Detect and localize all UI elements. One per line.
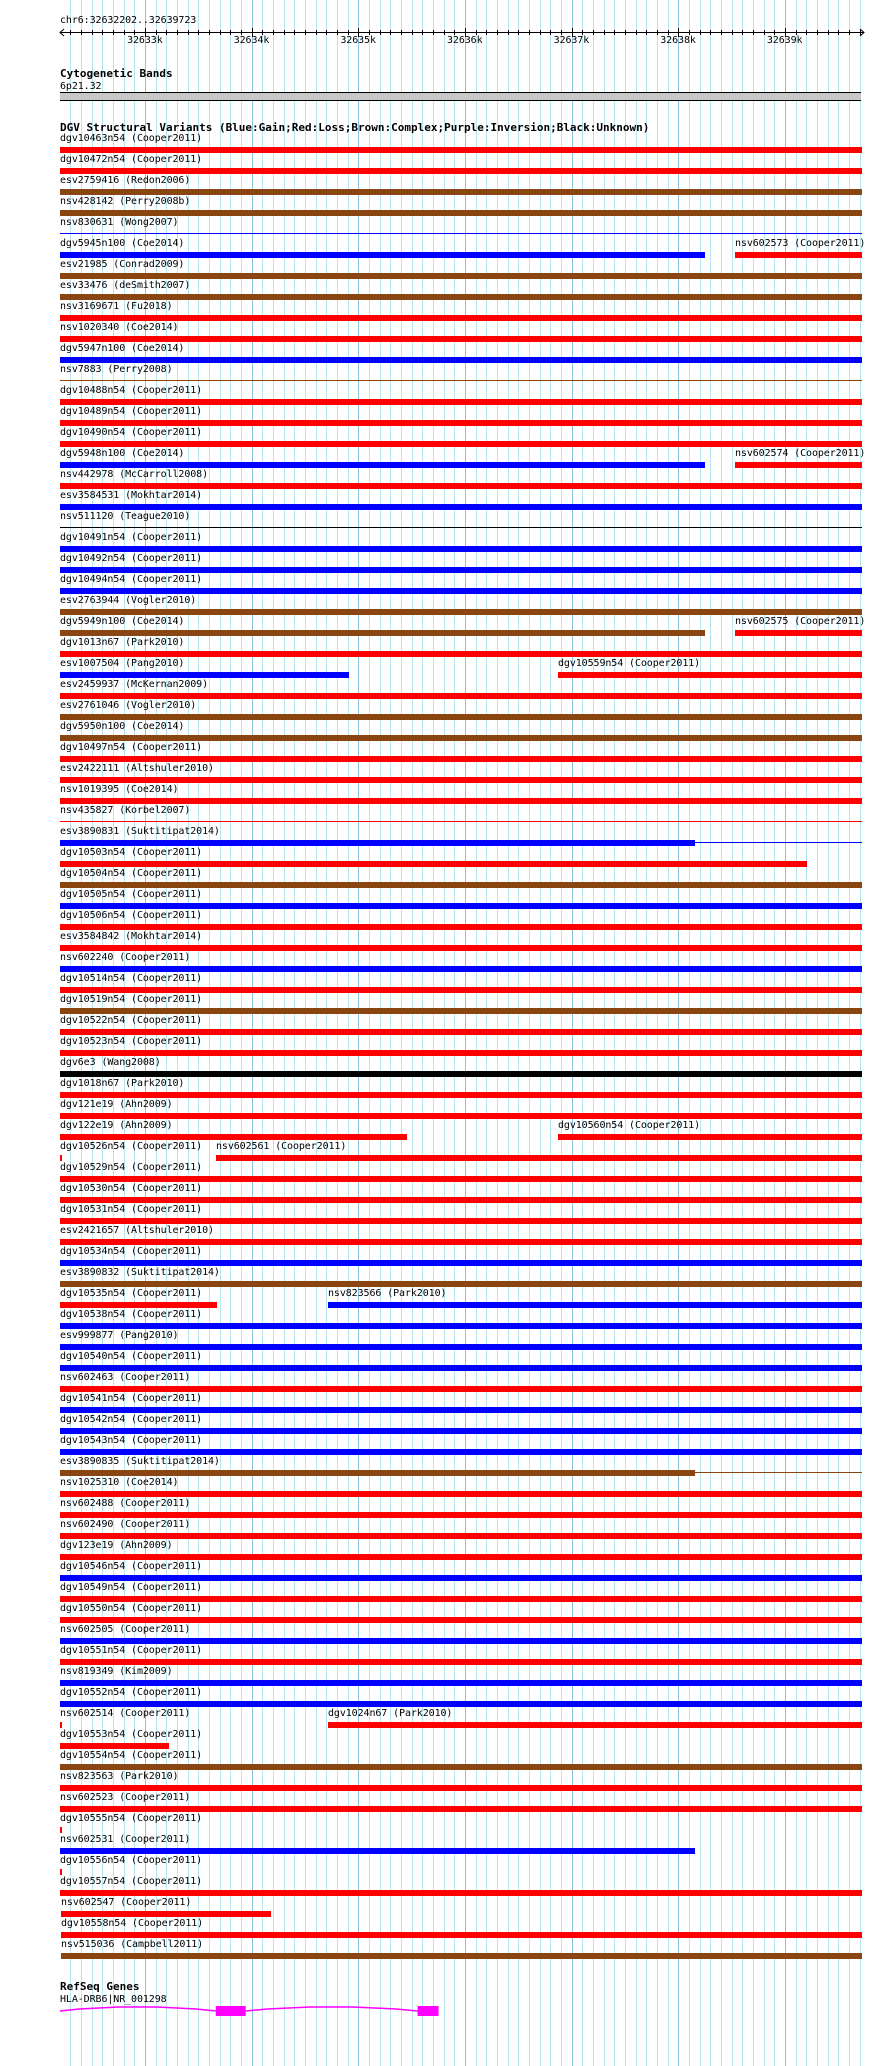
variant-feature-loss[interactable] [60,1617,862,1623]
ruler-tick-label: 32637k [553,35,590,46]
variant-feature-gain[interactable] [328,1302,862,1308]
variant-feature-gain[interactable] [60,546,862,552]
variant-feature-unknown[interactable] [60,527,862,528]
variant-feature-loss[interactable] [60,1218,862,1224]
variant-feature-gain[interactable] [60,1575,862,1581]
variant-label: nsv830631 (Wong2007) [60,217,179,228]
variant-label: nsv1020340 (Coe2014) [60,322,179,333]
variant-label: dgv10543n54 (Cooper2011) [60,1435,203,1446]
variant-label: dgv6e3 (Wang2008) [60,1057,161,1068]
variant-feature-gain[interactable] [60,252,705,258]
variant-label: dgv10492n54 (Cooper2011) [60,553,203,564]
variant-feature-gain[interactable] [60,1365,862,1371]
variant-feature-loss[interactable] [60,1890,862,1896]
variant-feature-gain[interactable] [60,462,705,468]
cytoband-bar[interactable] [60,92,861,101]
variant-label: nsv602523 (Cooper2011) [60,1792,191,1803]
variant-label: dgv10546n54 (Cooper2011) [60,1561,203,1572]
variant-feature-gain[interactable] [60,903,862,909]
variant-feature-loss[interactable] [60,693,862,699]
variant-feature-loss[interactable] [60,168,862,174]
variant-feature-loss[interactable] [60,777,862,783]
region-location: chr6:32632202..32639723 [60,15,197,26]
variant-label: dgv122e19 (Ahn2009) [60,1120,173,1131]
variant-label: dgv1024n67 (Park2010) [328,1708,453,1719]
variant-feature-gain[interactable] [60,357,862,363]
variant-label: dgv10534n54 (Cooper2011) [60,1246,203,1257]
variant-label: dgv10472n54 (Cooper2011) [60,154,203,165]
variant-feature-loss[interactable] [60,1743,169,1749]
variant-feature-loss[interactable] [60,1533,862,1539]
variant-feature-loss[interactable] [60,315,862,321]
variant-feature-loss[interactable] [60,1785,862,1791]
variant-label: nsv442978 (McCarroll2008) [60,469,209,480]
variant-feature-gain[interactable] [60,1407,862,1413]
variant-feature-loss[interactable] [61,1911,271,1917]
variant-feature-complex[interactable] [60,189,862,195]
variant-label: nsv511120 (Teague2010) [60,511,191,522]
variant-feature-loss[interactable] [60,1827,62,1833]
variant-feature-loss[interactable] [60,1302,217,1308]
variant-feature-complex[interactable] [60,1470,695,1476]
variant-label: nsv819349 (Kim2009) [60,1666,173,1677]
variant-feature-loss[interactable] [60,821,862,822]
variant-label: dgv10519n54 (Cooper2011) [60,994,203,1005]
variant-feature-loss[interactable] [60,1491,862,1497]
variant-label: dgv10549n54 (Cooper2011) [60,1582,203,1593]
variant-feature-gain[interactable] [60,966,862,972]
variant-feature-loss[interactable] [60,1176,862,1182]
variant-label: dgv5948n100 (Coe2014) [60,448,185,459]
variant-feature-complex[interactable] [60,735,862,741]
variant-label: nsv602505 (Cooper2011) [60,1624,191,1635]
variant-feature-loss[interactable] [558,1134,862,1140]
variant-label: dgv1018n67 (Park2010) [60,1078,185,1089]
variant-label: nsv7883 (Perry2008) [60,364,173,375]
variant-feature-gain[interactable] [60,1260,862,1266]
variant-label: nsv435827 (Korbel2007) [60,805,191,816]
variant-label: esv2761046 (Vogler2010) [60,700,197,711]
variant-label: dgv10542n54 (Cooper2011) [60,1414,203,1425]
variant-feature-loss[interactable] [60,651,862,657]
variant-feature-loss[interactable] [60,1512,862,1518]
variant-label: nsv602514 (Cooper2011) [60,1708,191,1719]
variant-label: dgv10463n54 (Cooper2011) [60,133,203,144]
variant-feature-complex[interactable] [60,1008,862,1014]
variant-feature-complex[interactable] [60,210,862,216]
dgv-track-title: DGV Structural Variants (Blue:Gain;Red:Loss;Brown:Complex;Purple:Inversion;Black:Unknown) [60,121,650,134]
variant-label: esv2763944 (Vogler2010) [60,595,197,606]
variant-feature-loss[interactable] [60,1386,862,1392]
variant-label: dgv10522n54 (Cooper2011) [60,1015,203,1026]
variant-feature-loss[interactable] [60,1239,862,1245]
variant-label: dgv10526n54 (Cooper2011) [60,1141,203,1152]
refseq-track-title: RefSeq Genes [60,1980,140,1993]
variant-label: esv2459937 (McKernan2009) [60,679,209,690]
variant-feature-complex[interactable] [60,882,862,888]
variant-feature-loss[interactable] [60,420,862,426]
ruler-tick-label: 32636k [446,35,483,46]
variant-label: dgv10490n54 (Cooper2011) [60,427,203,438]
variant-label: dgv10555n54 (Cooper2011) [60,1813,203,1824]
variant-label: esv3890832 (Suktitipat2014) [60,1267,220,1278]
variant-feature-complex[interactable] [60,1764,862,1770]
variant-feature-gain[interactable] [60,567,862,573]
variant-feature-gain[interactable] [60,1449,862,1455]
variant-label: nsv823566 (Park2010) [328,1288,447,1299]
variant-label: dgv121e19 (Ahn2009) [60,1099,173,1110]
variant-feature-loss[interactable] [60,1722,62,1728]
variant-feature-gain[interactable] [60,1323,862,1329]
variant-label: esv21985 (Conrad2009) [60,259,185,270]
variant-label: esv33476 (deSmith2007) [60,280,191,291]
variant-label: nsv602547 (Cooper2011) [61,1897,192,1908]
variant-feature-loss[interactable] [60,1113,862,1119]
variant-label: dgv10551n54 (Cooper2011) [60,1645,203,1656]
variant-label: nsv602490 (Cooper2011) [60,1519,191,1530]
variant-label: dgv10523n54 (Cooper2011) [60,1036,203,1047]
variant-feature-gain[interactable] [60,588,862,594]
variant-feature-loss[interactable] [60,399,862,405]
variant-feature-loss[interactable] [60,924,862,930]
variant-label: dgv10497n54 (Cooper2011) [60,742,203,753]
variant-feature-loss[interactable] [60,1029,862,1035]
variant-feature-thin-part[interactable] [695,1472,862,1473]
variant-label: esv1007504 (Pang2010) [60,658,185,669]
ruler-tick-label: 32638k [660,35,696,46]
variant-label: dgv10535n54 (Cooper2011) [60,1288,203,1299]
variant-label: esv999877 (Pang2010) [60,1330,179,1341]
variant-feature-complex[interactable] [61,1953,862,1959]
variant-feature-loss[interactable] [60,1596,862,1602]
variant-label: esv3890835 (Suktitipat2014) [60,1456,220,1467]
variant-label: nsv602561 (Cooper2011) [216,1141,347,1152]
variant-feature-gain[interactable] [60,1848,695,1854]
variant-feature-loss[interactable] [60,1869,62,1875]
variant-label: dgv5947n100 (Coe2014) [60,343,185,354]
variant-feature-loss[interactable] [60,861,807,867]
variant-label: dgv123e19 (Ahn2009) [60,1540,173,1551]
variant-label: esv2421657 (Altshuler2010) [60,1225,214,1236]
variant-label: nsv428142 (Perry2008b) [60,196,191,207]
variant-label: dgv5945n100 (Coe2014) [60,238,185,249]
variant-label: dgv10531n54 (Cooper2011) [60,1204,203,1215]
variant-label: dgv10491n54 (Cooper2011) [60,532,203,543]
variant-feature-loss[interactable] [60,1554,862,1560]
variant-label: nsv3169671 (Fu2018) [60,301,173,312]
variant-label: dgv10557n54 (Cooper2011) [60,1876,203,1887]
variant-label: esv3890831 (Suktitipat2014) [60,826,220,837]
variant-label: dgv10489n54 (Cooper2011) [60,406,203,417]
variant-feature-complex[interactable] [60,380,862,381]
variant-feature-gain[interactable] [60,672,349,678]
variant-feature-loss[interactable] [735,252,862,258]
variant-label: dgv10558n54 (Cooper2011) [61,1918,204,1929]
variant-feature-loss[interactable] [60,483,862,489]
variant-feature-gain[interactable] [60,1638,862,1644]
variant-feature-gain[interactable] [60,233,862,234]
gene-label: HLA-DRB6|NR_001298 [60,1994,167,2005]
variant-feature-loss[interactable] [60,1659,862,1665]
variant-feature-loss[interactable] [60,1806,862,1812]
variant-label: dgv10540n54 (Cooper2011) [60,1351,203,1362]
ruler-tick-label: 32639k [766,35,803,46]
variant-feature-complex[interactable] [60,294,862,300]
variant-feature-complex[interactable] [60,273,862,279]
variant-label: dgv5950n100 (Coe2014) [60,721,185,732]
variant-label: dgv10556n54 (Cooper2011) [60,1855,203,1866]
variant-feature-complex[interactable] [60,714,862,720]
variant-feature-gain[interactable] [60,1680,862,1686]
ruler-tick-label: 32633k [127,35,163,46]
variant-label: dgv10503n54 (Cooper2011) [60,847,203,858]
variant-feature-loss[interactable] [61,1932,862,1938]
variant-label: dgv10506n54 (Cooper2011) [60,910,203,921]
variant-feature-loss[interactable] [216,1155,862,1161]
variant-label: dgv10505n54 (Cooper2011) [60,889,203,900]
variant-label: nsv602573 (Cooper2011) [735,238,866,249]
variant-feature-loss[interactable] [60,147,862,153]
ruler-tick-label: 32635k [340,35,376,46]
variant-feature-loss[interactable] [60,987,862,993]
variant-label: nsv602240 (Cooper2011) [60,952,191,963]
variant-label: nsv602463 (Cooper2011) [60,1372,191,1383]
variant-feature-loss[interactable] [60,441,862,447]
variant-label: dgv10514n54 (Cooper2011) [60,973,203,984]
variant-label: dgv5949n100 (Coe2014) [60,616,185,627]
variant-label: esv2759416 (Redon2006) [60,175,191,186]
variant-label: nsv602531 (Cooper2011) [60,1834,191,1845]
variant-label: nsv823563 (Park2010) [60,1771,179,1782]
variant-feature-complex[interactable] [60,1281,862,1287]
variant-feature-loss[interactable] [60,1134,407,1140]
variant-label: nsv602488 (Cooper2011) [60,1498,191,1509]
variant-label: dgv10541n54 (Cooper2011) [60,1393,203,1404]
variant-feature-gain[interactable] [60,1428,862,1434]
variant-label: esv2422111 (Altshuler2010) [60,763,214,774]
variant-label: nsv602574 (Cooper2011) [735,448,866,459]
variant-label: dgv10550n54 (Cooper2011) [60,1603,203,1614]
ruler-tick-label: 32634k [233,35,270,46]
variant-feature-loss[interactable] [60,1155,62,1161]
variant-label: dgv10552n54 (Cooper2011) [60,1687,203,1698]
variant-feature-unknown[interactable] [60,1071,862,1077]
variant-feature-loss[interactable] [558,672,862,678]
variant-feature-loss[interactable] [60,798,862,804]
variant-feature-loss[interactable] [60,1197,862,1203]
variant-feature-thin-part[interactable] [695,842,862,843]
variant-feature-loss[interactable] [60,756,862,762]
variant-label: dgv10553n54 (Cooper2011) [60,1729,203,1740]
variant-feature-gain[interactable] [60,1344,862,1350]
variant-label: nsv1025310 (Coe2014) [60,1477,179,1488]
variant-feature-loss[interactable] [60,1092,862,1098]
variant-feature-loss[interactable] [735,630,862,636]
variant-label: dgv1013n67 (Park2010) [60,637,185,648]
variant-label: nsv1019395 (Coe2014) [60,784,179,795]
variant-label: nsv515036 (Campbell2011) [61,1939,204,1950]
variant-feature-complex[interactable] [60,609,862,615]
cytoband-label: 6p21.32 [60,81,102,92]
variant-label: dgv10488n54 (Cooper2011) [60,385,203,396]
variant-feature-gain[interactable] [60,1701,862,1707]
variant-label: dgv10504n54 (Cooper2011) [60,868,203,879]
variant-label: nsv602575 (Cooper2011) [735,616,866,627]
variant-label: dgv10560n54 (Cooper2011) [558,1120,701,1131]
variant-label: esv3584531 (Mokhtar2014) [60,490,203,501]
variant-feature-loss[interactable] [735,462,862,468]
variant-feature-loss[interactable] [60,1050,862,1056]
variant-feature-loss[interactable] [60,336,862,342]
variant-label: dgv10494n54 (Cooper2011) [60,574,203,585]
variant-feature-loss[interactable] [328,1722,862,1728]
variant-label: dgv10559n54 (Cooper2011) [558,658,701,669]
variant-feature-gain[interactable] [60,840,695,846]
variant-label: dgv10530n54 (Cooper2011) [60,1183,203,1194]
variant-label: dgv10554n54 (Cooper2011) [60,1750,203,1761]
variant-feature-loss[interactable] [60,945,862,951]
variant-label: dgv10529n54 (Cooper2011) [60,1162,203,1173]
variant-feature-gain[interactable] [60,504,862,510]
variant-feature-complex[interactable] [60,630,705,636]
variant-label: dgv10538n54 (Cooper2011) [60,1309,203,1320]
cytobands-track-title: Cytogenetic Bands [60,67,173,80]
variant-label: esv3584842 (Mokhtar2014) [60,931,203,942]
